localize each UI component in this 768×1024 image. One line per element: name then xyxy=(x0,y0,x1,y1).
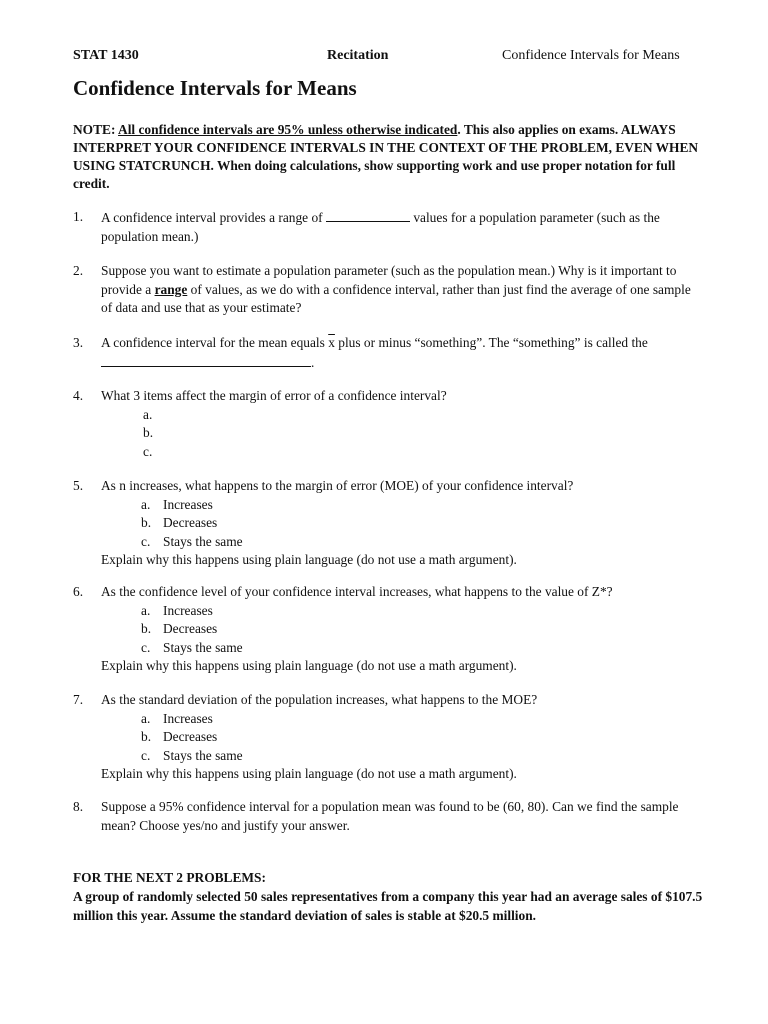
option-c xyxy=(143,443,703,462)
question-3 xyxy=(73,334,703,372)
next-problems-body: A group of randomly selected 50 sales representatives from a company this year had an average sales of $107.5 million this year. Assume the standard deviation of sales is stable at $20.5 million. xyxy=(73,889,703,923)
note-label: NOTE: xyxy=(73,122,116,137)
option-text: Decreases xyxy=(163,729,218,744)
option-b xyxy=(141,514,703,533)
option-c xyxy=(141,533,703,552)
option-letter: a. xyxy=(141,602,151,618)
question-4 xyxy=(73,387,703,461)
note-rest: . This also applies on exams. ALWAYS INTERPRET YOUR CONFIDENCE INTERVALS IN THE CONTEXT OF THE PROBLEM, EVEN WHEN USING STATCRUNCH. When doing calculations, show supporting work and use proper notation for full credit. xyxy=(73,122,699,191)
option-letter: b. xyxy=(141,515,152,530)
note-block xyxy=(73,121,703,193)
note-underlined: All confidence intervals are 95% unless otherwise indicated xyxy=(118,122,458,137)
answer-blank[interactable] xyxy=(326,208,410,222)
option-letter: a. xyxy=(141,496,151,512)
question-number: 8. xyxy=(73,799,84,814)
question-number: 5. xyxy=(73,478,84,493)
option-text: Increases xyxy=(163,710,213,726)
question-2 xyxy=(73,262,703,318)
question-number: 2. xyxy=(73,263,84,278)
explain-prompt: Explain why this happens using plain language (do not use a math argument). xyxy=(101,552,517,567)
question-text-cont: values for a population parameter (such as the population mean.) xyxy=(101,210,660,244)
question-text-cont: plus or minus “something”. The “something” is called the xyxy=(338,335,648,350)
question-text: A confidence interval for the mean equals xyxy=(101,335,325,350)
option-letter: c. xyxy=(141,639,151,655)
option-a xyxy=(143,406,703,425)
explain-prompt: Explain why this happens using plain language (do not use a math argument). xyxy=(101,766,517,781)
x-bar-symbol: $\overline{x}$ xyxy=(328,335,335,350)
header-recitation: Recitation xyxy=(327,48,389,63)
question-1 xyxy=(73,208,703,246)
question-number: 6. xyxy=(73,584,84,599)
option-b xyxy=(141,728,703,747)
option-letter: b. xyxy=(143,425,154,440)
question-6 xyxy=(73,583,703,676)
option-letter: c. xyxy=(141,533,151,549)
option-letter: c. xyxy=(141,747,151,763)
page-title: Confidence Intervals for Means xyxy=(73,76,357,100)
option-text: Stays the same xyxy=(163,747,243,763)
option-c xyxy=(141,747,703,766)
course-code: STAT 1430 xyxy=(73,48,139,63)
option-text: Increases xyxy=(163,602,213,618)
option-b xyxy=(141,620,703,639)
option-text: Decreases xyxy=(163,621,218,636)
option-a xyxy=(141,602,703,621)
option-letter: b. xyxy=(141,621,152,636)
question-number: 4. xyxy=(73,388,84,403)
next-problems-block xyxy=(73,868,713,925)
question-number: 7. xyxy=(73,692,84,707)
option-text: Increases xyxy=(163,496,213,512)
next-problems-heading: FOR THE NEXT 2 PROBLEMS: xyxy=(73,870,266,885)
explain-prompt: Explain why this happens using plain language (do not use a math argument). xyxy=(101,658,517,673)
option-text: Stays the same xyxy=(163,533,243,549)
option-c xyxy=(141,639,703,658)
question-text: Suppose you want to estimate a population parameter (such as the population mean.) Why is it important to provide a xyxy=(101,263,677,297)
question-text: As the standard deviation of the population increases, what happens to the MOE? xyxy=(101,692,538,707)
header-topic: Confidence Intervals for Means xyxy=(502,48,680,63)
question-text: Suppose a 95% confidence interval for a population mean was found to be (60, 80). Can we find the sample mean? Choose yes/no and justify your answer. xyxy=(101,799,679,833)
option-text: Decreases xyxy=(163,515,218,530)
question-number: 3. xyxy=(73,335,84,350)
question-7 xyxy=(73,691,703,784)
question-end: . xyxy=(311,354,315,370)
question-8 xyxy=(73,798,703,835)
question-text: As the confidence level of your confidence interval increases, what happens to the value of Z*? xyxy=(101,584,613,599)
option-letter: a. xyxy=(141,710,151,726)
option-text: Stays the same xyxy=(163,639,243,655)
answer-blank[interactable] xyxy=(101,353,311,367)
question-text: A confidence interval provides a range of xyxy=(101,210,323,225)
option-a xyxy=(141,496,703,515)
option-letter: a. xyxy=(143,406,153,422)
question-5 xyxy=(73,477,703,570)
question-text: As n increases, what happens to the margin of error (MOE) of your confidence interval? xyxy=(101,478,574,493)
question-number: 1. xyxy=(73,209,84,224)
question-text: What 3 items affect the margin of error of a confidence interval? xyxy=(101,388,447,403)
option-letter: c. xyxy=(143,443,153,459)
question-text-cont: of values, as we do with a confidence interval, rather than just find the average of one sample of data and use that as your estimate? xyxy=(101,281,691,315)
emphasis-range: range xyxy=(154,281,188,297)
option-b xyxy=(143,424,703,443)
option-letter: b. xyxy=(141,729,152,744)
option-a xyxy=(141,710,703,729)
